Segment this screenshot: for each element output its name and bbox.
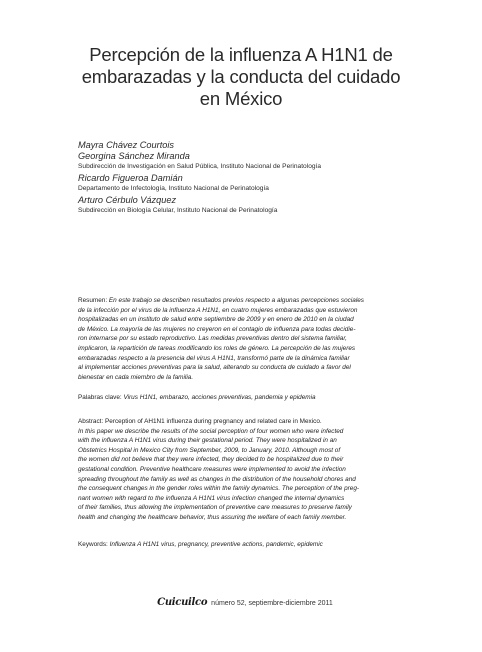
author-affiliation: Subdirección en Biología Celular, Instituto Nacional de Perinatología [78, 207, 278, 214]
abstract-text: Perception of AH1N1 influenza during pregnancy and related care in Mexico. [105, 418, 322, 425]
palabras-text: Virus H1N1, embarazo, acciones preventivas, pandemia y epidemia [123, 394, 316, 401]
abstract-line: Obstetrics Hospital in Mexico City from September, 2009, to January, 2010. Although most of [78, 446, 341, 454]
resumen-line: bienestar en cada miembro de la familia. [78, 373, 194, 381]
abstract-line: In this paper we describe the results of the social perception of four women who were infected [78, 427, 344, 435]
resumen-line: implicaron, la repartición de tareas modificando los roles de género. La percepción de las mujeres [78, 344, 356, 352]
keywords-text: Influenza A H1N1 virus, pregnancy, preventive actions, pandemic, epidemic [109, 541, 323, 548]
page-footer [130, 597, 360, 610]
resumen-line: de México. La mayoría de las mujeres no creyeron en el contagio de influenza para todas decidie- [78, 325, 356, 333]
journal-logo: Cuicuilco [157, 597, 208, 608]
author-name: Ricardo Figueroa Damián [78, 173, 183, 183]
title-line-2: embarazadas y la conducta del cuidado [81, 66, 401, 87]
keywords-section [78, 540, 406, 550]
author-name: Arturo Cérbulo Vázquez [78, 195, 177, 205]
resumen-line: de la infección por el virus de la influenza A H1N1, en cuatro mujeres embarazadas que estuvieron [78, 306, 358, 314]
resumen-section [78, 296, 406, 382]
abstract-line: gestational condition. Preventive healthcare measures were implemented to avoid the infection [78, 465, 346, 473]
abstract-line: with the influenza A H1N1 virus during their gestational period. They were hospitalized in an [78, 437, 337, 445]
resumen-line: ron internarse por su estado reproductivo. Las medidas preventivas dentro del sistema familiar, [78, 335, 347, 343]
author-name: Georgina Sánchez Miranda [78, 151, 190, 161]
title-line-3: en México [199, 88, 283, 109]
author-affiliation: Departamento de Infectología, Instituto Nacional de Perinatología [78, 185, 269, 192]
resumen-line: embarazadas respecto a la presencia del virus A H1N1, transformó parte de la dinámica familiar [78, 354, 350, 362]
abstract-section [78, 417, 406, 523]
abstract-line: of their families, thus allowing the implementation of preventive care measures to preserve family [78, 504, 352, 512]
abstract-label: Abstract: [78, 418, 104, 425]
abstract-line [78, 417, 406, 427]
abstract-line: the women did not believe that they were infected, they decided to be hospitalized due to their [78, 456, 344, 464]
abstract-line: the consequent changes in the gender roles within the family dynamics. The perception of the preg- [78, 485, 359, 493]
resumen-label: Resumen: [78, 297, 108, 304]
resumen-line [78, 296, 406, 306]
abstract-line: spreading throughout the family as well as changes in the distribution of the household chores and [78, 475, 356, 483]
issue-info: número 52, septiembre-diciembre 2011 [211, 600, 333, 607]
keywords-line [78, 540, 406, 550]
palabras-label: Palabras clave: [78, 394, 122, 401]
author-affiliation: Subdirección de Investigación en Salud Pública, Instituto Nacional de Perinatología [78, 163, 322, 170]
resumen-text: En este trabajo se describen resultados previos respecto a algunas percepciones sociales [108, 297, 364, 304]
abstract-line: health and changing the healthcare behavior, thus assuring the welfare of each family member. [78, 513, 347, 521]
keywords-label: Keywords: [78, 541, 108, 548]
article-title [60, 44, 422, 110]
resumen-line: al implementar acciones preventivas para la salud, alterando su conducta de cuidado a favor del [78, 364, 351, 372]
palabras-line [78, 393, 406, 403]
author-name: Mayra Chávez Courtois [78, 140, 174, 150]
title-line-1: Percepción de la influenza A H1N1 de [89, 44, 393, 65]
resumen-line: hospitalizadas en un instituto de salud entre septiembre de 2009 y en enero de 2010 en la ciudad [78, 316, 354, 324]
author-list [78, 140, 418, 217]
palabras-clave [78, 393, 406, 403]
abstract-line: nant women with regard to the influenza A H1N1 virus infection changed the internal dynamics [78, 494, 345, 502]
